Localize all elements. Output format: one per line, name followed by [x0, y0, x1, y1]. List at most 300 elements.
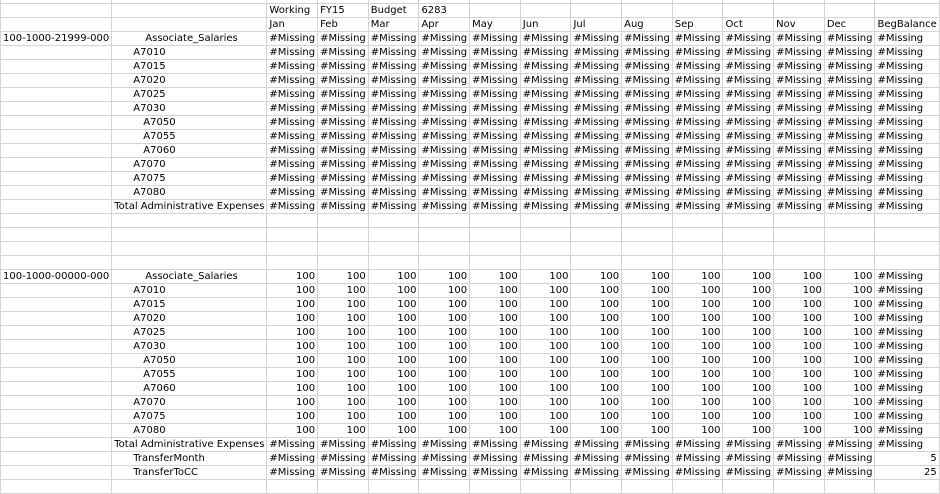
value-cell[interactable]: 100 — [723, 284, 774, 298]
period-header-cell[interactable]: Jan — [267, 18, 318, 32]
value-cell[interactable]: 100 — [267, 424, 318, 438]
value-cell[interactable]: #Missing — [875, 144, 939, 158]
empty-cell[interactable] — [520, 228, 571, 242]
value-cell[interactable]: #Missing — [774, 102, 825, 116]
value-cell[interactable]: 100 — [368, 312, 419, 326]
value-cell[interactable]: 100 — [470, 312, 521, 326]
value-cell[interactable]: #Missing — [672, 452, 723, 466]
empty-cell[interactable] — [1, 18, 112, 32]
value-cell[interactable]: #Missing — [318, 158, 369, 172]
value-cell[interactable]: 100 — [622, 270, 673, 284]
value-cell[interactable]: #Missing — [571, 158, 622, 172]
account-cell[interactable] — [1, 410, 112, 424]
value-cell[interactable]: #Missing — [318, 88, 369, 102]
value-cell[interactable]: #Missing — [267, 186, 318, 200]
account-cell[interactable] — [1, 368, 112, 382]
value-cell[interactable]: #Missing — [875, 326, 939, 340]
value-cell[interactable]: #Missing — [774, 60, 825, 74]
value-cell[interactable]: #Missing — [267, 32, 318, 46]
value-cell[interactable]: 100 — [520, 396, 571, 410]
value-cell[interactable]: #Missing — [571, 438, 622, 452]
value-cell[interactable]: #Missing — [723, 452, 774, 466]
value-cell[interactable]: 100 — [520, 298, 571, 312]
value-cell[interactable]: #Missing — [368, 172, 419, 186]
value-cell[interactable]: 100 — [318, 326, 369, 340]
value-cell[interactable]: #Missing — [824, 466, 875, 480]
value-cell[interactable]: 100 — [368, 326, 419, 340]
value-cell[interactable]: #Missing — [774, 186, 825, 200]
value-cell[interactable]: #Missing — [571, 452, 622, 466]
empty-cell[interactable] — [824, 214, 875, 228]
value-cell[interactable]: #Missing — [470, 46, 521, 60]
value-cell[interactable]: 100 — [520, 340, 571, 354]
value-cell[interactable]: #Missing — [571, 102, 622, 116]
value-cell[interactable]: #Missing — [419, 438, 470, 452]
value-cell[interactable]: 100 — [520, 326, 571, 340]
value-cell[interactable]: #Missing — [824, 438, 875, 452]
value-cell[interactable]: 100 — [774, 424, 825, 438]
value-cell[interactable]: 100 — [470, 284, 521, 298]
value-cell[interactable]: #Missing — [875, 200, 939, 214]
value-cell[interactable]: #Missing — [470, 158, 521, 172]
value-cell[interactable]: #Missing — [520, 74, 571, 88]
empty-cell[interactable] — [723, 242, 774, 256]
empty-cell[interactable] — [267, 242, 318, 256]
value-cell[interactable]: #Missing — [875, 74, 939, 88]
row-label-cell[interactable]: A7060 — [112, 382, 267, 396]
value-cell[interactable]: #Missing — [520, 158, 571, 172]
value-cell[interactable]: 100 — [824, 312, 875, 326]
value-cell[interactable]: #Missing — [672, 88, 723, 102]
value-cell[interactable]: #Missing — [520, 144, 571, 158]
value-cell[interactable]: #Missing — [368, 116, 419, 130]
account-cell[interactable]: 100-1000-21999-000 — [1, 32, 112, 46]
value-cell[interactable]: #Missing — [470, 200, 521, 214]
value-cell[interactable]: 100 — [520, 270, 571, 284]
value-cell[interactable]: #Missing — [419, 116, 470, 130]
account-cell[interactable] — [1, 102, 112, 116]
empty-cell[interactable] — [774, 214, 825, 228]
empty-cell[interactable] — [1, 242, 112, 256]
value-cell[interactable]: #Missing — [419, 46, 470, 60]
value-cell[interactable]: 100 — [470, 424, 521, 438]
value-cell[interactable]: #Missing — [824, 32, 875, 46]
value-cell[interactable]: 100 — [571, 298, 622, 312]
value-cell[interactable]: #Missing — [520, 452, 571, 466]
empty-cell[interactable] — [571, 480, 622, 494]
value-cell[interactable]: #Missing — [520, 60, 571, 74]
empty-cell[interactable] — [875, 228, 939, 242]
row-label-cell[interactable]: A7055 — [112, 130, 267, 144]
value-cell[interactable]: #Missing — [774, 452, 825, 466]
pov-header-cell[interactable]: Budget — [368, 4, 419, 18]
value-cell[interactable]: #Missing — [520, 116, 571, 130]
value-cell[interactable]: #Missing — [875, 410, 939, 424]
empty-cell[interactable] — [112, 242, 267, 256]
value-cell[interactable]: #Missing — [470, 466, 521, 480]
value-cell[interactable]: 100 — [318, 298, 369, 312]
period-header-cell[interactable]: Mar — [368, 18, 419, 32]
value-cell[interactable]: #Missing — [723, 116, 774, 130]
period-header-cell[interactable]: Oct — [723, 18, 774, 32]
value-cell[interactable]: #Missing — [824, 130, 875, 144]
value-cell[interactable]: #Missing — [267, 158, 318, 172]
value-cell[interactable]: 100 — [571, 312, 622, 326]
account-cell[interactable] — [1, 74, 112, 88]
pov-header-cell[interactable] — [824, 4, 875, 18]
value-cell[interactable]: #Missing — [368, 452, 419, 466]
empty-cell[interactable] — [774, 228, 825, 242]
value-cell[interactable]: 100 — [571, 326, 622, 340]
value-cell[interactable]: #Missing — [723, 466, 774, 480]
period-header-cell[interactable]: Apr — [419, 18, 470, 32]
value-cell[interactable]: 100 — [672, 368, 723, 382]
account-cell[interactable] — [1, 284, 112, 298]
row-label-cell[interactable]: TransferToCC — [112, 466, 267, 480]
value-cell[interactable]: #Missing — [875, 88, 939, 102]
value-cell[interactable]: 100 — [774, 326, 825, 340]
value-cell[interactable]: #Missing — [672, 60, 723, 74]
value-cell[interactable]: 100 — [723, 410, 774, 424]
account-cell[interactable] — [1, 424, 112, 438]
empty-cell[interactable] — [419, 214, 470, 228]
empty-cell[interactable] — [112, 480, 267, 494]
value-cell[interactable]: 100 — [622, 396, 673, 410]
value-cell[interactable]: #Missing — [520, 46, 571, 60]
value-cell[interactable]: #Missing — [419, 144, 470, 158]
value-cell[interactable]: #Missing — [571, 116, 622, 130]
value-cell[interactable]: 100 — [318, 396, 369, 410]
empty-cell[interactable] — [622, 480, 673, 494]
value-cell[interactable]: 100 — [571, 340, 622, 354]
period-header-cell[interactable]: Feb — [318, 18, 369, 32]
value-cell[interactable]: #Missing — [419, 452, 470, 466]
row-label-cell[interactable]: A7050 — [112, 116, 267, 130]
period-header-cell[interactable]: May — [470, 18, 521, 32]
empty-cell[interactable] — [774, 256, 825, 270]
value-cell[interactable]: 100 — [672, 270, 723, 284]
value-cell[interactable]: #Missing — [419, 32, 470, 46]
value-cell[interactable]: #Missing — [723, 200, 774, 214]
value-cell[interactable]: #Missing — [470, 74, 521, 88]
value-cell[interactable]: #Missing — [875, 186, 939, 200]
empty-cell[interactable] — [419, 480, 470, 494]
value-cell[interactable]: #Missing — [368, 144, 419, 158]
value-cell[interactable]: #Missing — [520, 88, 571, 102]
empty-cell[interactable] — [419, 228, 470, 242]
value-cell[interactable]: 100 — [520, 354, 571, 368]
value-cell[interactable]: 100 — [622, 410, 673, 424]
value-cell[interactable]: 100 — [368, 368, 419, 382]
empty-cell[interactable] — [723, 256, 774, 270]
value-cell[interactable]: 100 — [824, 354, 875, 368]
value-cell[interactable]: #Missing — [672, 466, 723, 480]
value-cell[interactable]: 100 — [419, 382, 470, 396]
value-cell[interactable]: 100 — [470, 382, 521, 396]
value-cell[interactable]: 100 — [672, 382, 723, 396]
empty-cell[interactable] — [470, 480, 521, 494]
row-label-cell[interactable]: A7060 — [112, 144, 267, 158]
row-label-cell[interactable]: A7015 — [112, 60, 267, 74]
value-cell[interactable]: #Missing — [318, 200, 369, 214]
value-cell[interactable]: 100 — [774, 312, 825, 326]
empty-cell[interactable] — [875, 256, 939, 270]
row-label-cell[interactable]: A7010 — [112, 46, 267, 60]
value-cell[interactable]: 5 — [875, 452, 939, 466]
empty-cell[interactable] — [368, 242, 419, 256]
account-cell[interactable] — [1, 158, 112, 172]
account-cell[interactable] — [1, 186, 112, 200]
row-label-cell[interactable]: A7020 — [112, 312, 267, 326]
value-cell[interactable]: 100 — [774, 396, 825, 410]
value-cell[interactable]: #Missing — [824, 186, 875, 200]
value-cell[interactable]: #Missing — [318, 144, 369, 158]
value-cell[interactable]: #Missing — [774, 172, 825, 186]
value-cell[interactable]: #Missing — [622, 158, 673, 172]
value-cell[interactable]: #Missing — [622, 60, 673, 74]
period-header-cell[interactable]: BegBalance — [875, 18, 939, 32]
value-cell[interactable]: 100 — [419, 424, 470, 438]
value-cell[interactable]: #Missing — [774, 158, 825, 172]
value-cell[interactable]: #Missing — [470, 186, 521, 200]
value-cell[interactable]: #Missing — [723, 186, 774, 200]
value-cell[interactable]: #Missing — [419, 74, 470, 88]
value-cell[interactable]: #Missing — [622, 130, 673, 144]
value-cell[interactable]: 100 — [672, 410, 723, 424]
value-cell[interactable]: #Missing — [622, 74, 673, 88]
value-cell[interactable]: #Missing — [470, 144, 521, 158]
value-cell[interactable]: #Missing — [672, 186, 723, 200]
value-cell[interactable]: #Missing — [571, 130, 622, 144]
empty-cell[interactable] — [824, 242, 875, 256]
value-cell[interactable]: #Missing — [622, 452, 673, 466]
account-cell[interactable] — [1, 46, 112, 60]
empty-cell[interactable] — [318, 228, 369, 242]
pov-header-cell[interactable] — [622, 4, 673, 18]
value-cell[interactable]: 100 — [824, 410, 875, 424]
value-cell[interactable]: #Missing — [723, 172, 774, 186]
value-cell[interactable]: 100 — [520, 410, 571, 424]
value-cell[interactable]: #Missing — [571, 144, 622, 158]
value-cell[interactable]: #Missing — [368, 158, 419, 172]
value-cell[interactable]: 100 — [318, 410, 369, 424]
account-cell[interactable] — [1, 298, 112, 312]
value-cell[interactable]: 100 — [267, 326, 318, 340]
account-cell[interactable] — [1, 354, 112, 368]
value-cell[interactable]: #Missing — [824, 102, 875, 116]
value-cell[interactable]: 100 — [318, 284, 369, 298]
value-cell[interactable]: 100 — [622, 312, 673, 326]
empty-cell[interactable] — [875, 214, 939, 228]
value-cell[interactable]: 100 — [368, 424, 419, 438]
value-cell[interactable]: #Missing — [622, 88, 673, 102]
empty-cell[interactable] — [112, 228, 267, 242]
value-cell[interactable]: 100 — [520, 424, 571, 438]
value-cell[interactable]: 100 — [318, 368, 369, 382]
value-cell[interactable]: #Missing — [267, 102, 318, 116]
empty-cell[interactable] — [622, 242, 673, 256]
value-cell[interactable]: 100 — [622, 368, 673, 382]
value-cell[interactable]: #Missing — [267, 46, 318, 60]
value-cell[interactable]: 100 — [419, 396, 470, 410]
value-cell[interactable]: #Missing — [368, 130, 419, 144]
empty-cell[interactable] — [672, 256, 723, 270]
value-cell[interactable]: #Missing — [723, 60, 774, 74]
value-cell[interactable]: #Missing — [470, 88, 521, 102]
value-cell[interactable]: #Missing — [520, 466, 571, 480]
value-cell[interactable]: #Missing — [368, 74, 419, 88]
value-cell[interactable]: #Missing — [318, 116, 369, 130]
row-label-cell[interactable]: Associate_Salaries — [112, 270, 267, 284]
empty-cell[interactable] — [1, 214, 112, 228]
value-cell[interactable]: #Missing — [875, 340, 939, 354]
empty-cell[interactable] — [368, 228, 419, 242]
value-cell[interactable]: #Missing — [875, 172, 939, 186]
value-cell[interactable]: #Missing — [774, 74, 825, 88]
value-cell[interactable]: #Missing — [318, 172, 369, 186]
value-cell[interactable]: 100 — [774, 382, 825, 396]
value-cell[interactable]: #Missing — [267, 130, 318, 144]
value-cell[interactable]: #Missing — [622, 46, 673, 60]
row-label-cell[interactable]: A7075 — [112, 172, 267, 186]
value-cell[interactable]: #Missing — [875, 312, 939, 326]
value-cell[interactable]: #Missing — [875, 270, 939, 284]
value-cell[interactable]: 100 — [368, 354, 419, 368]
value-cell[interactable]: 100 — [672, 396, 723, 410]
value-cell[interactable]: #Missing — [672, 438, 723, 452]
value-cell[interactable]: #Missing — [318, 46, 369, 60]
value-cell[interactable]: 100 — [267, 284, 318, 298]
period-header-cell[interactable]: Aug — [622, 18, 673, 32]
value-cell[interactable]: #Missing — [318, 466, 369, 480]
empty-cell[interactable] — [470, 228, 521, 242]
value-cell[interactable]: 100 — [520, 382, 571, 396]
empty-cell[interactable] — [368, 214, 419, 228]
value-cell[interactable]: 100 — [470, 396, 521, 410]
value-cell[interactable]: #Missing — [672, 200, 723, 214]
row-label-cell[interactable]: A7055 — [112, 368, 267, 382]
value-cell[interactable]: #Missing — [571, 88, 622, 102]
value-cell[interactable]: #Missing — [368, 438, 419, 452]
value-cell[interactable]: 100 — [622, 424, 673, 438]
row-label-cell[interactable]: Total Administrative Expenses — [112, 200, 267, 214]
empty-cell[interactable] — [824, 480, 875, 494]
value-cell[interactable]: #Missing — [672, 116, 723, 130]
value-cell[interactable]: 100 — [824, 340, 875, 354]
value-cell[interactable]: #Missing — [622, 200, 673, 214]
value-cell[interactable]: 100 — [571, 270, 622, 284]
value-cell[interactable]: 100 — [622, 340, 673, 354]
value-cell[interactable]: 100 — [368, 340, 419, 354]
value-cell[interactable]: #Missing — [470, 102, 521, 116]
value-cell[interactable]: #Missing — [571, 46, 622, 60]
value-cell[interactable]: 100 — [723, 382, 774, 396]
row-label-cell[interactable]: Associate_Salaries — [112, 32, 267, 46]
value-cell[interactable]: #Missing — [419, 172, 470, 186]
value-cell[interactable]: #Missing — [267, 144, 318, 158]
value-cell[interactable]: #Missing — [470, 438, 521, 452]
value-cell[interactable]: 100 — [622, 284, 673, 298]
value-cell[interactable]: #Missing — [875, 46, 939, 60]
value-cell[interactable]: #Missing — [723, 46, 774, 60]
row-label-cell[interactable]: A7075 — [112, 410, 267, 424]
value-cell[interactable]: #Missing — [368, 102, 419, 116]
value-cell[interactable]: #Missing — [875, 32, 939, 46]
value-cell[interactable]: 100 — [571, 382, 622, 396]
value-cell[interactable]: #Missing — [419, 186, 470, 200]
account-cell[interactable] — [1, 60, 112, 74]
empty-cell[interactable] — [419, 242, 470, 256]
empty-cell[interactable] — [520, 480, 571, 494]
value-cell[interactable]: #Missing — [622, 438, 673, 452]
account-cell[interactable] — [1, 312, 112, 326]
value-cell[interactable]: 100 — [723, 298, 774, 312]
pov-header-cell[interactable]: Working — [267, 4, 318, 18]
empty-cell[interactable] — [318, 214, 369, 228]
value-cell[interactable]: #Missing — [824, 88, 875, 102]
value-cell[interactable]: 100 — [571, 284, 622, 298]
value-cell[interactable]: #Missing — [622, 116, 673, 130]
value-cell[interactable]: 100 — [824, 396, 875, 410]
value-cell[interactable]: #Missing — [824, 452, 875, 466]
value-cell[interactable]: #Missing — [267, 116, 318, 130]
account-cell[interactable] — [1, 396, 112, 410]
row-label-cell[interactable]: A7020 — [112, 74, 267, 88]
value-cell[interactable]: #Missing — [622, 172, 673, 186]
value-cell[interactable]: #Missing — [622, 186, 673, 200]
row-label-cell[interactable]: A7030 — [112, 102, 267, 116]
value-cell[interactable]: 100 — [419, 312, 470, 326]
value-cell[interactable]: #Missing — [875, 158, 939, 172]
account-cell[interactable] — [1, 172, 112, 186]
value-cell[interactable]: #Missing — [267, 452, 318, 466]
value-cell[interactable]: #Missing — [875, 354, 939, 368]
pov-header-cell[interactable] — [672, 4, 723, 18]
value-cell[interactable]: #Missing — [318, 74, 369, 88]
value-cell[interactable]: #Missing — [875, 102, 939, 116]
value-cell[interactable]: 100 — [419, 326, 470, 340]
value-cell[interactable]: #Missing — [571, 186, 622, 200]
value-cell[interactable]: #Missing — [419, 158, 470, 172]
value-cell[interactable]: 100 — [318, 270, 369, 284]
value-cell[interactable]: #Missing — [267, 74, 318, 88]
value-cell[interactable]: 100 — [672, 298, 723, 312]
value-cell[interactable]: 100 — [368, 410, 419, 424]
value-cell[interactable]: #Missing — [622, 32, 673, 46]
value-cell[interactable]: 100 — [723, 396, 774, 410]
empty-cell[interactable] — [267, 214, 318, 228]
account-cell[interactable] — [1, 88, 112, 102]
empty-cell[interactable] — [1, 256, 112, 270]
value-cell[interactable]: #Missing — [875, 130, 939, 144]
empty-cell[interactable] — [267, 480, 318, 494]
account-cell[interactable] — [1, 340, 112, 354]
value-cell[interactable]: #Missing — [419, 130, 470, 144]
value-cell[interactable]: 100 — [824, 284, 875, 298]
value-cell[interactable]: 100 — [267, 312, 318, 326]
value-cell[interactable]: #Missing — [520, 130, 571, 144]
value-cell[interactable]: 100 — [267, 410, 318, 424]
value-cell[interactable]: #Missing — [419, 60, 470, 74]
value-cell[interactable]: #Missing — [824, 46, 875, 60]
value-cell[interactable]: 100 — [419, 284, 470, 298]
value-cell[interactable]: #Missing — [267, 466, 318, 480]
value-cell[interactable]: #Missing — [672, 74, 723, 88]
value-cell[interactable]: 100 — [419, 340, 470, 354]
row-label-cell[interactable]: A7025 — [112, 88, 267, 102]
empty-cell[interactable] — [824, 228, 875, 242]
value-cell[interactable]: 100 — [824, 326, 875, 340]
